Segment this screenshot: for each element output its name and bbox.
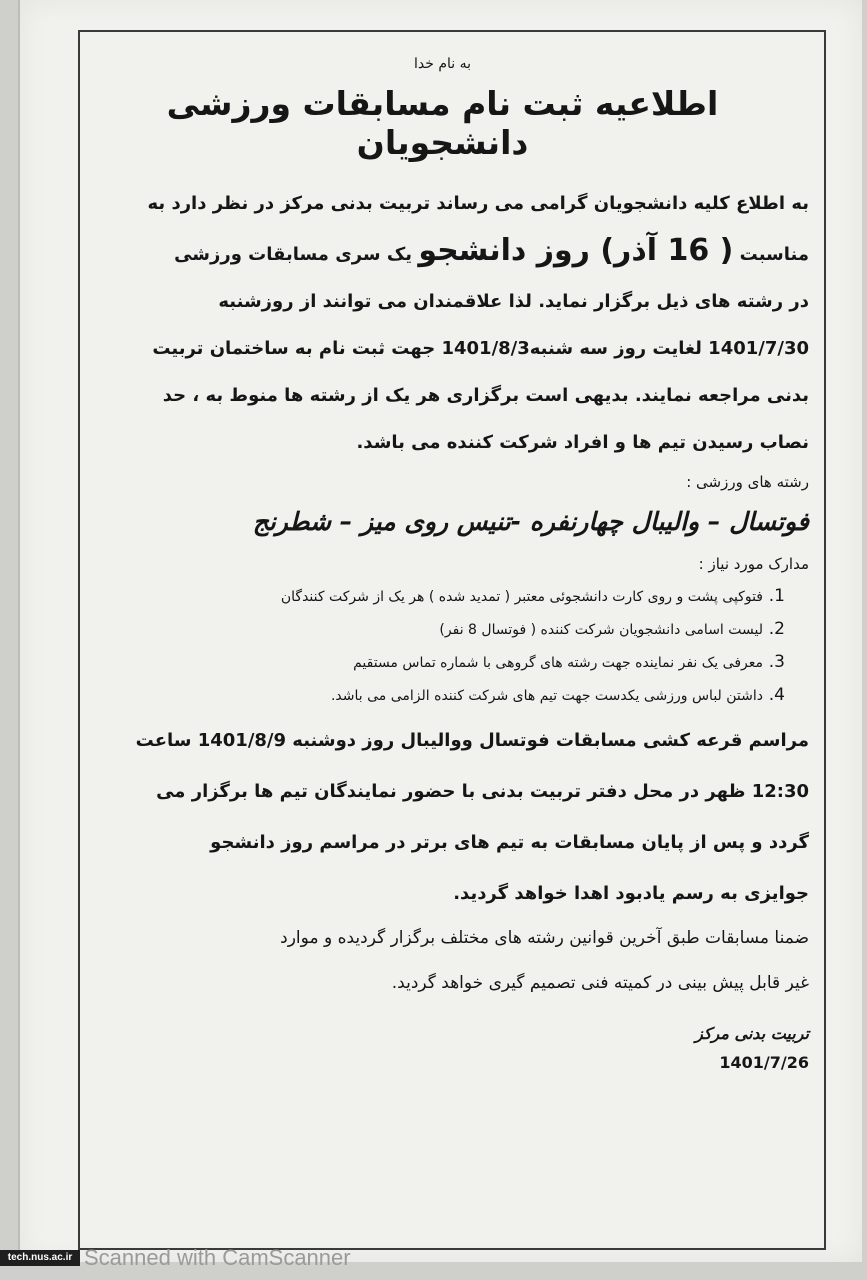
intro-line-4: 1401/7/30 لغایت روز سه شنبه1401/8/3 جهت ثبت نام به ساختمان تربیت (152, 338, 809, 359)
list-item-number: 4. (768, 685, 785, 705)
scanner-watermark: Scanned with CamScanner (84, 1245, 351, 1270)
list-item-text: معرفی یک نفر نماینده جهت رشته های گروهی با شماره تماس مستقیم (353, 655, 763, 671)
intro-line-3: در رشته های ذیل برگزار نماید. لذا علاقمندان می توانند از روزشنبه (218, 291, 809, 312)
ceremony-line-1: مراسم قرعه کشی مسابقات فوتسال ووالیبال روز دوشنبه 1401/8/9 ساعت (135, 730, 809, 751)
list-item-number: 3. (768, 652, 785, 672)
issue-date: 1401/7/26 (719, 1053, 809, 1072)
requirements-label: مدارک مورد نیاز : (698, 555, 809, 573)
list-item-number: 2. (768, 619, 785, 639)
ceremony-line-2: 12:30 ظهر در محل دفتر تربیت بدنی با حضور نمایندگان تیم ها برگزار می (156, 781, 809, 802)
site-badge: tech.nus.ac.ir (0, 1250, 80, 1266)
list-item-text: لیست اسامی دانشجویان شرکت کننده ( فوتسال 8 نفر) (439, 622, 763, 638)
list-item-text: داشتن لباس ورزشی یکدست جهت تیم های شرکت کننده الزامی می باشد. (330, 688, 763, 704)
ceremony-line-4: جوایزی به رسم یادبود اهدا خواهد گردید. (453, 883, 809, 904)
intro-line-2-prefix: مناسبت (739, 244, 809, 265)
list-item-number: 1. (768, 586, 785, 606)
sports-label: رشته های ورزشی : (686, 473, 809, 491)
list-item (76, 679, 785, 712)
intro-line-5: بدنی مراجعه نمایند. بدیهی است برگزاری هر یک از رشته ها منوط به ، حد (162, 385, 809, 406)
announcement-title: اطلاعیه ثبت نام مسابقات ورزشی دانشجویان (166, 84, 719, 162)
list-item (76, 580, 785, 613)
list-item-text: فتوکپی پشت و روی کارت دانشجوئی معتبر ( تمدید شده ) هر یک از شرکت کنندگان (280, 589, 763, 605)
signature: تربیت بدنی مرکز (695, 1024, 809, 1043)
announcement-content (76, 56, 809, 1072)
basmala: به نام خدا (413, 56, 472, 72)
intro-line-1: به اطلاع کلیه دانشجویان گرامی می رساند تربیت بدنی مرکز در نظر دارد به (147, 193, 809, 214)
list-item (76, 646, 785, 679)
requirements-list (76, 580, 809, 712)
rules-line-2: غیر قابل پیش بینی در کمیته فنی تصمیم گیری خواهد گردید. (391, 973, 809, 993)
rules-line-1: ضمنا مسابقات طبق آخرین قوانین رشته های مختلف برگزار گردیده و موارد (280, 928, 809, 948)
intro-line-2-suffix: یک سری مسابقات ورزشی (174, 244, 413, 265)
intro-line-6: نصاب رسیدن تیم ها و افراد شرکت کننده می باشد. (356, 432, 809, 453)
student-day-highlight: ( 16 آذر) روز دانشجو (418, 233, 734, 268)
intro-line-2 (76, 227, 809, 278)
ceremony-line-3: گردد و پس از پایان مسابقات به تیم های برتر در مراسم روز دانشجو (210, 832, 809, 853)
sports-list: فوتسال – والیبال چهارنفره -تنیس روی میز – شطرنج (252, 507, 809, 536)
list-item (76, 613, 785, 646)
